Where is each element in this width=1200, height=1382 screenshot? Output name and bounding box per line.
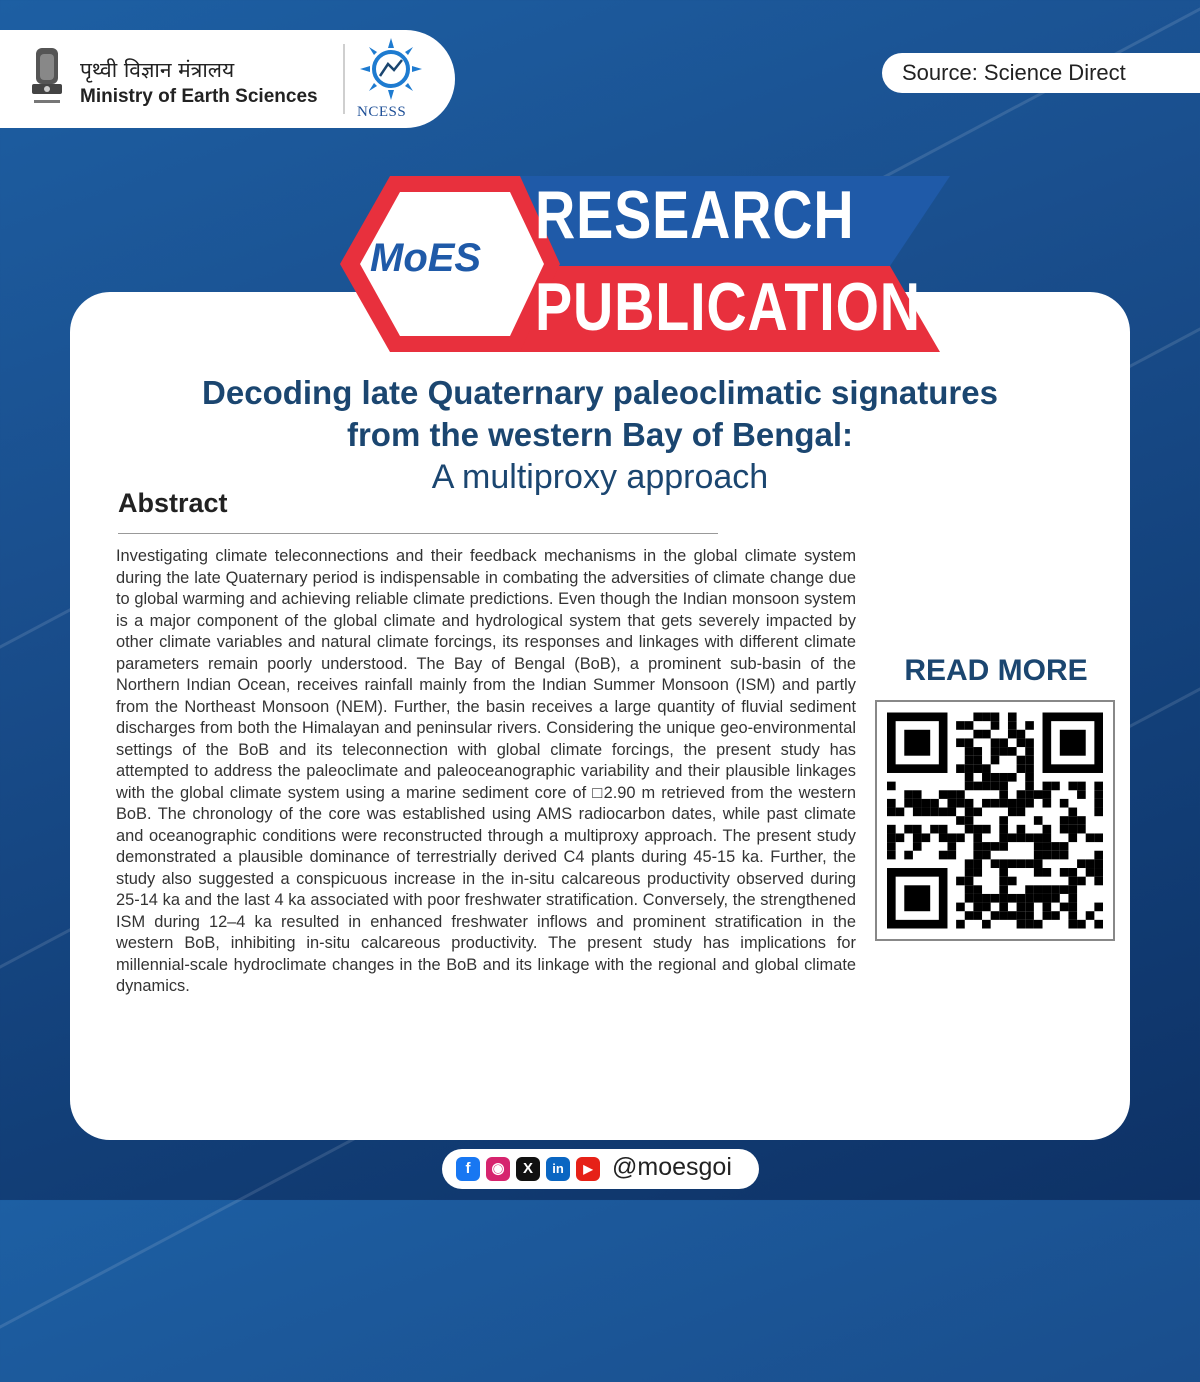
national-emblem-icon — [28, 44, 66, 114]
ministry-name-english: Ministry of Earth Sciences — [80, 86, 318, 107]
ministry-name-hindi: पृथ्वी विज्ञान मंत्रालय — [80, 58, 235, 82]
qr-code[interactable] — [875, 700, 1115, 941]
qr-code-icon — [887, 712, 1103, 929]
social-media-bar — [442, 1149, 759, 1189]
logo-divider — [343, 44, 345, 114]
ncess-logo-icon — [358, 36, 424, 102]
youtube-icon[interactable]: ▶ — [576, 1157, 600, 1181]
banner-publication-text: PUBLICATION — [535, 269, 921, 345]
source-badge: Source: Science Direct — [882, 53, 1200, 93]
ncess-label: NCESS — [357, 104, 407, 120]
article-subtitle: A multiproxy approach — [431, 458, 769, 496]
facebook-icon[interactable]: f — [456, 1157, 480, 1181]
article-title: Decoding late Quaternary paleoclimatic signatures from the western Bay of Bengal: — [202, 374, 998, 453]
read-more-label: READ MORE — [904, 654, 1088, 687]
abstract-body: Investigating climate teleconnections and their feedback mechanisms in the global climate system during the late Quaternary period is indispensable in combating the adversities of climate change due to global warming and achieving reliable climate predictions. Even though the Indian monsoon system is a major component of the global climate and hydrological system that gets severely impacted by other climate variables and natural climate forcings, its responses and linkages with different climate parameters remain poorly understood. The Bay of Bengal (BoB), a prominent sub-basin of the Northern Indian Ocean, receives rainfall mainly from the Indian Summer Monsoon (ISM) and partly from the Northeast Monsoon (NEM). Further, the basin receives a large quantity of fluvial sediment discharges from both the Himalayan and peninsular rivers. Considering the unique geo-environmental settings of the BoB and its teleconnection with global climate forcings, the present study has attempted to address the paleoclimate and paleoceanographic variability and their plausible linkages with the global climate system using a marine sediment core of □2.90 m retrieved from the western BoB. The chronology of the core was established using AMS radiocarbon dates, while past climate and oceanographic conditions were reconstructed through a multiproxy approach. The present study demonstrated a plausible dominance of terrestrially derived C4 plants during 45-15 ka. Further, the study also suggested a conspicuous increase in the in-situ calcareous productivity observed during 25-14 ka and the last 4 ka associated with poor freshwater stratification. Conversely, the strengthened ISM during 12–4 ka resulted in enhanced freshwater inflows and prominent stratification in the western BoB, inhibiting in-situ calcareous productivity. The present study has implications for millennial-scale hydroclimate changes in the BoB and its linkage with the regional and global climate dynamics. — [116, 547, 856, 995]
linkedin-icon[interactable]: in — [546, 1157, 570, 1181]
instagram-icon[interactable]: ◉ — [486, 1157, 510, 1181]
banner-research-text: RESEARCH — [535, 177, 855, 253]
abstract-heading: Abstract — [118, 488, 228, 518]
moes-hex-label: MoES — [370, 236, 482, 280]
x-icon[interactable]: X — [516, 1157, 540, 1181]
header-logo-panel — [0, 30, 455, 128]
social-handle: @moesgoi — [612, 1153, 732, 1181]
abstract-divider — [118, 533, 718, 534]
